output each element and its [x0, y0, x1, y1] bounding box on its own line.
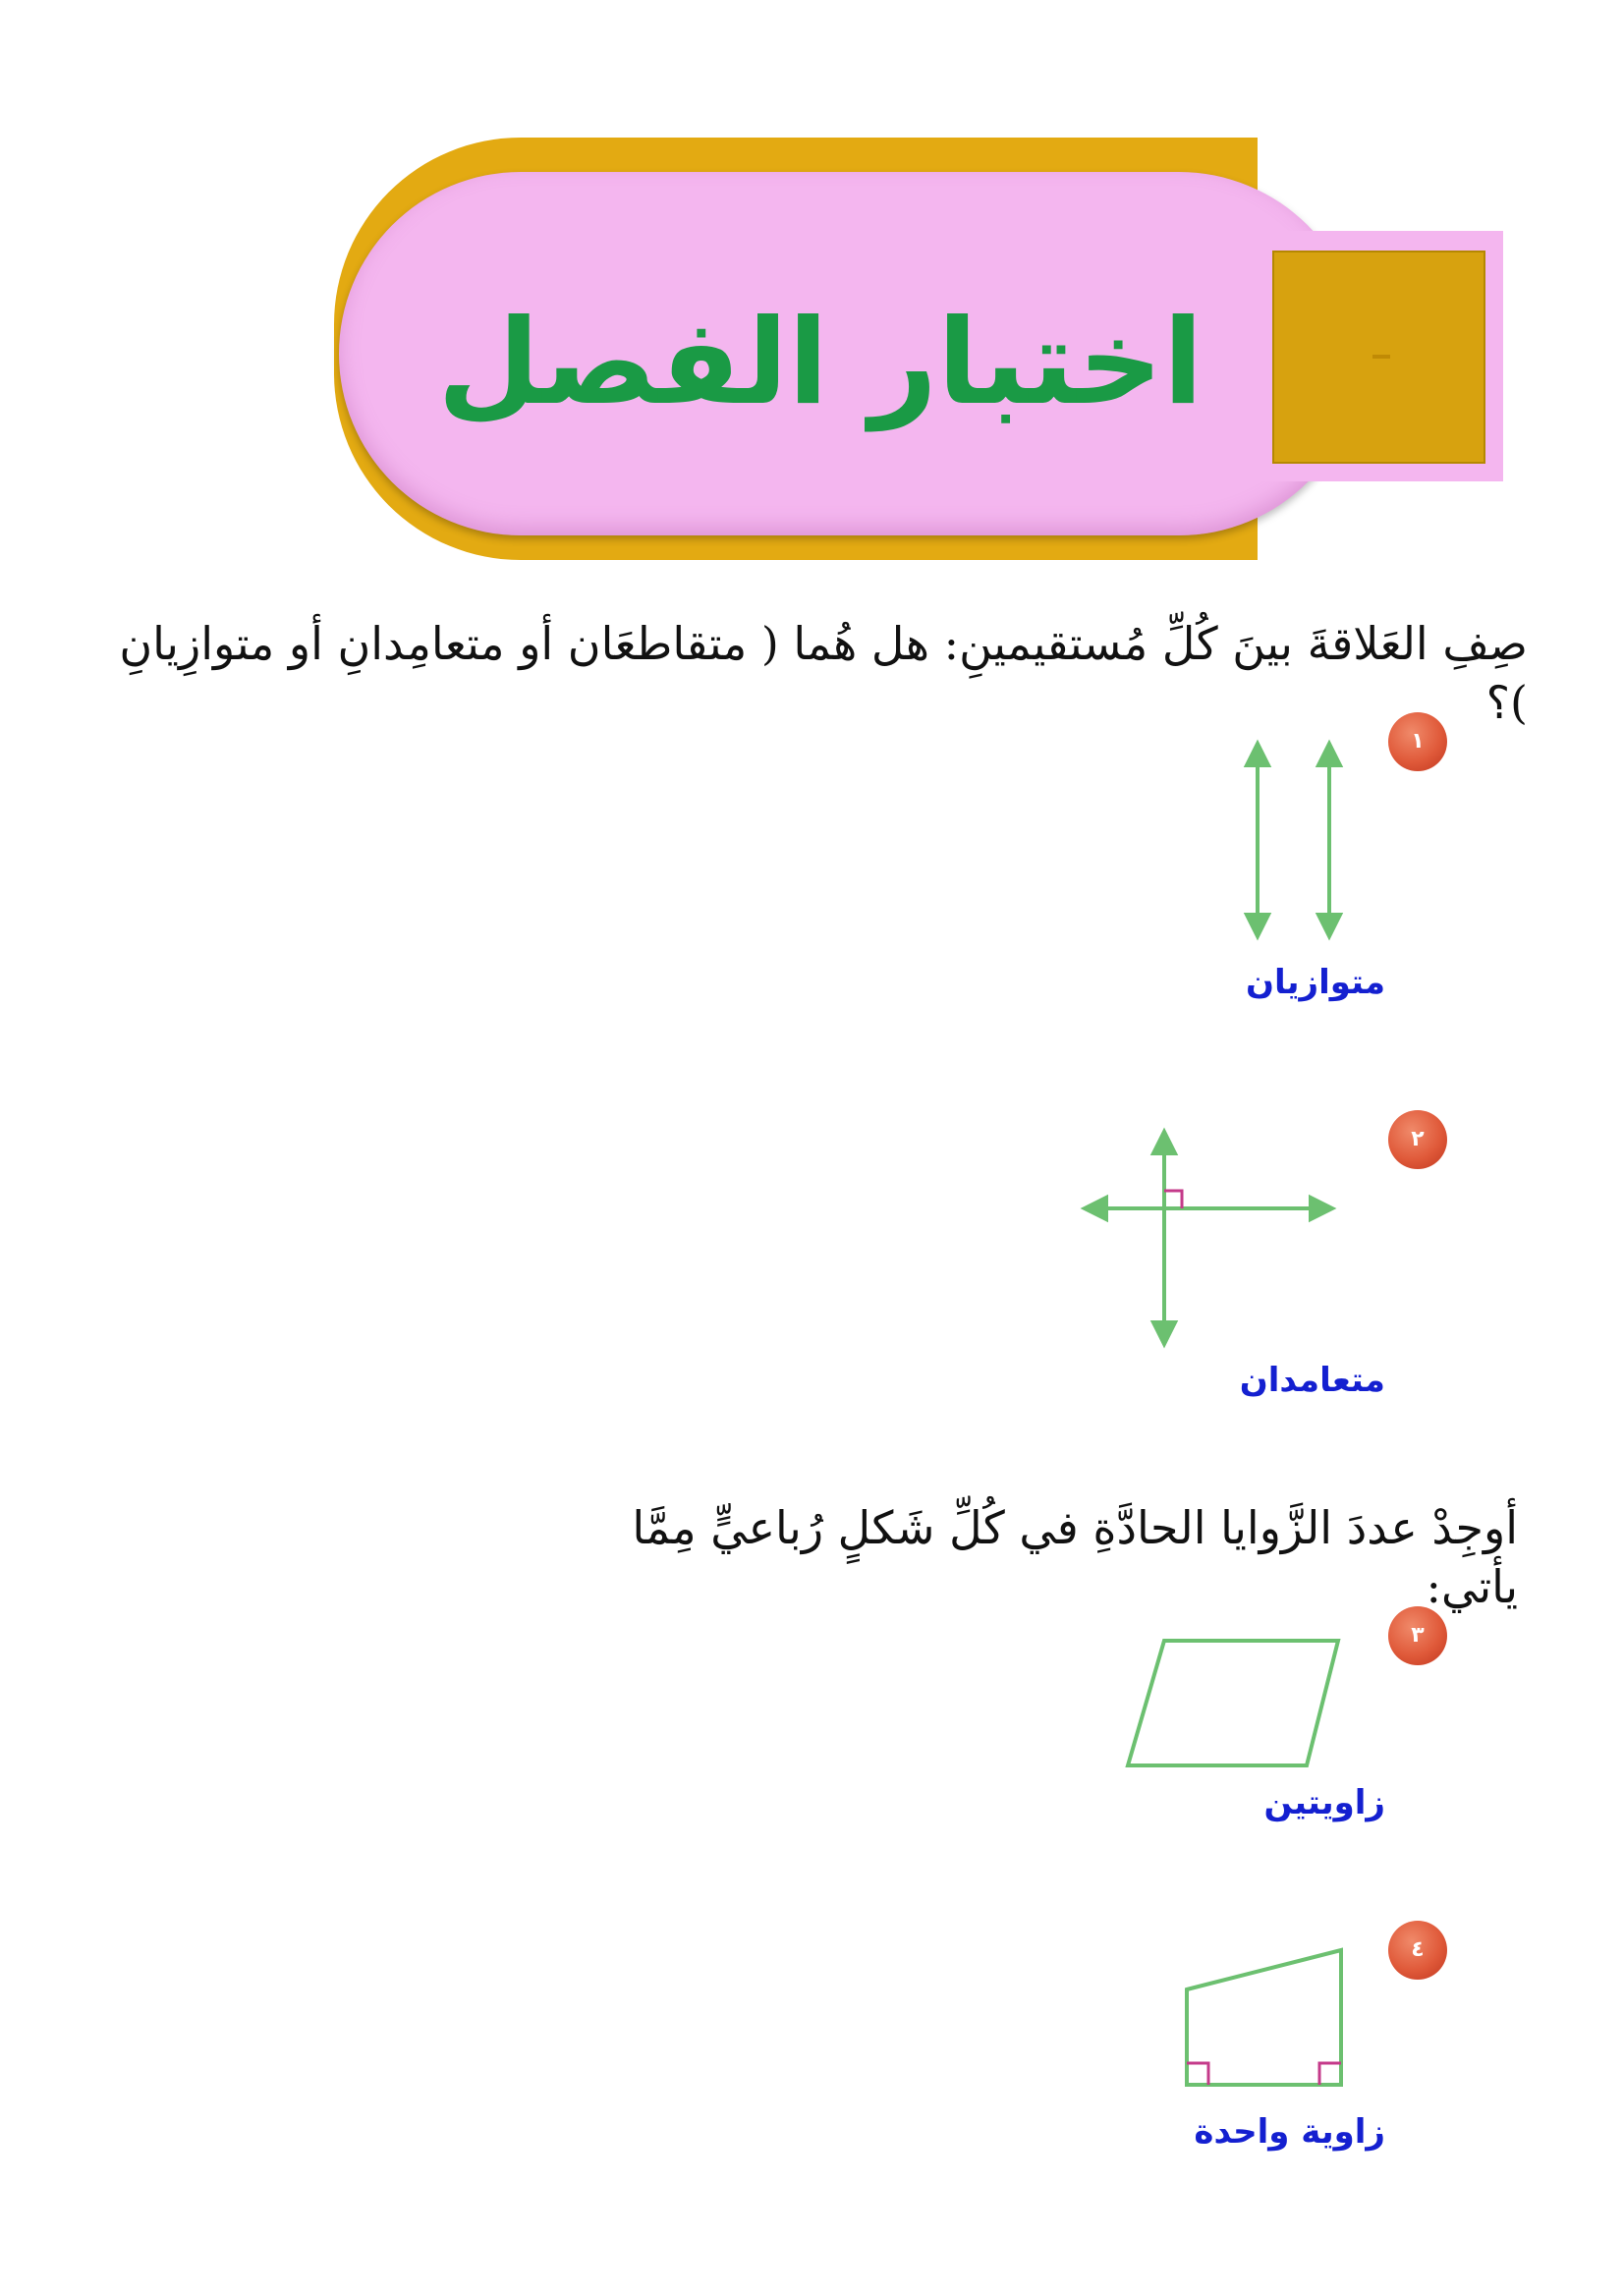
item-number-badge-3: ٣: [1388, 1606, 1447, 1665]
answer-1: متوازيان: [1245, 963, 1385, 1002]
banner-pill: [339, 172, 1361, 535]
page-title: اختبار الفصل: [437, 295, 1204, 431]
arrowhead-up-icon: [1318, 744, 1340, 765]
answer-2: متعامدان: [1239, 1361, 1385, 1400]
trapezoid-shape: [1187, 1950, 1341, 2085]
arrowhead-down-icon: [1247, 915, 1268, 936]
answer-4: زاوية واحدة: [1194, 2112, 1385, 2152]
right-angle-mark-icon: [1164, 1191, 1182, 1208]
arrowhead-left-icon: [1085, 1198, 1106, 1219]
banner-square-frame: [1253, 231, 1503, 481]
item-number-badge-1: ١: [1388, 712, 1447, 771]
section1-instruction: صِفِ العَلاقةَ بينَ كُلِّ مُستقيمينِ: هل هُما ( متقاطعَان أو متعامِدانِ أو متوازِيانِ )؟: [119, 617, 1528, 729]
item-number-badge-4: ٤: [1388, 1921, 1447, 1980]
parallelogram-figure: [1120, 1636, 1346, 1773]
perpendicular-lines-figure: [1081, 1130, 1336, 1346]
parallel-lines-figure: [1223, 742, 1351, 938]
arrowhead-up-icon: [1247, 744, 1268, 765]
arrowhead-down-icon: [1318, 915, 1340, 936]
right-angle-mark-icon: [1187, 2063, 1208, 2085]
arrowhead-right-icon: [1311, 1198, 1332, 1219]
answer-3: زاويتين: [1263, 1783, 1385, 1822]
section2-instruction: أوجِدْ عددَ الزَّوايا الحادَّةِ في كُلِّ شَكلٍ رُباعيٍّ مِمَّا يأتي:: [632, 1501, 1518, 1613]
banner-square: [1272, 251, 1485, 464]
arrowhead-down-icon: [1153, 1322, 1175, 1344]
chapter-test-banner: [314, 138, 1533, 570]
parallelogram-shape: [1128, 1641, 1338, 1765]
banner-dash-mark: [1372, 355, 1390, 359]
trapezoid-figure: [1179, 1945, 1356, 2093]
right-angle-mark-icon: [1319, 2063, 1341, 2085]
arrowhead-up-icon: [1153, 1132, 1175, 1153]
item-number-badge-2: ٢: [1388, 1110, 1447, 1169]
